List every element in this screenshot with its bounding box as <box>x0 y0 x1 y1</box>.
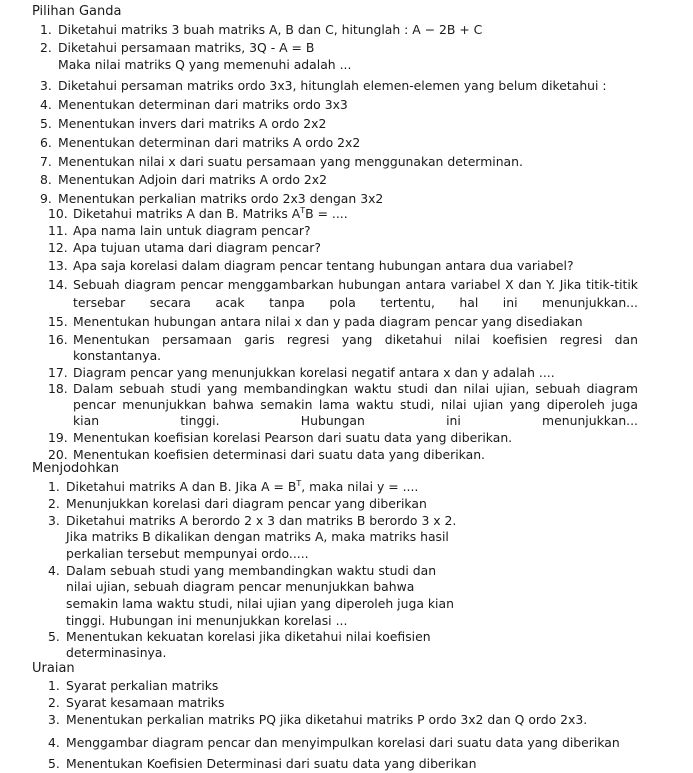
essay-1: 1. Syarat perkalian matriks <box>48 678 219 693</box>
question-2: 2. Diketahui persamaan matriks, 3Q - A = B <box>40 40 315 55</box>
question-13: 13. Apa saja korelasi dalam diagram pencar tentang hubungan antara dua variabel? <box>48 258 574 273</box>
question-14: 14. Sebuah diagram pencar menggambarkan hubungan antara variabel X dan Y. Jika titik-titik tersebar secara acak tanpa pola tertentu, hal ini menunjukkan... <box>48 277 638 310</box>
question-2-continuation: Maka nilai matriks Q yang memenuhi adalah ... <box>58 57 352 72</box>
matching-4-line-4: tinggi. Hubungan ini menunjukkan korelasi ... <box>66 613 348 628</box>
matching-5-line-2: determinasinya. <box>66 645 167 660</box>
question-5: 5. Menentukan invers dari matriks A ordo 2x2 <box>40 116 327 131</box>
question-12: 12. Apa tujuan utama dari diagram pencar? <box>48 240 321 255</box>
matching-2: 2. Menunjukkan korelasi dari diagram pencar yang diberikan <box>48 496 427 511</box>
question-8: 8. Menentukan Adjoin dari matriks A ordo 2x2 <box>40 172 327 187</box>
question-10: 10. Diketahui matriks A dan B. Matriks $A^TB$ = .... <box>48 206 348 221</box>
matching-4-line-2: nilai ujian, sebuah diagram pencar menunjukkan bahwa <box>66 579 415 594</box>
question-9: 9. Menentukan perkalian matriks ordo 2x3 dengan 3x2 <box>40 191 384 206</box>
question-19: 19. Menentukan koefisian korelasi Pearson dari suatu data yang diberikan. <box>48 430 513 445</box>
question-3: 3. Diketahui persaman matriks ordo 3x3, hitunglah elemen-elemen yang belum diketahui : <box>40 78 607 93</box>
question-20: 20. Menentukan koefisien determinasi dari suatu data yang diberikan. <box>48 447 485 462</box>
question-7: 7. Menentukan nilai x dari suatu persamaan yang menggunakan determinan. <box>40 154 523 169</box>
matching-3-line-3: perkalian tersebut mempunyai ordo..... <box>66 546 309 561</box>
essay-4: 4. Menggambar diagram pencar dan menyimpulkan korelasi dari suatu data yang diberikan <box>48 735 620 750</box>
question-6: 6. Menentukan determinan dari matriks A ordo 2x2 <box>40 135 361 150</box>
section-heading-pilihan-ganda: Pilihan Ganda <box>32 4 122 19</box>
question-18: 18. Dalam sebuah studi yang membandingkan waktu studi dan nilai ujian, sebuah diagram pencar menunjukkan bahwa semakin lama waktu studi, nilai ujian yang diperoleh juga kian tinggi. Hubungan ini menunjukkan... <box>48 381 638 428</box>
matching-3-line-2: Jika matriks B dikalikan dengan matriks A, maka matriks hasil <box>66 529 449 544</box>
essay-3: 3. Menentukan perkalian matriks PQ jika diketahui matriks P ordo 3x2 dan Q ordo 2x3. <box>48 712 588 727</box>
matching-1: 1. Diketahui matriks A dan B. Jika $A = B^T$, maka nilai y = .... <box>48 479 419 494</box>
matching-4: 4. Dalam sebuah studi yang membandingkan waktu studi dan <box>48 563 437 578</box>
matching-5: 5. Menentukan kekuatan korelasi jika diketahui nilai koefisien <box>48 629 431 644</box>
question-17: 17. Diagram pencar yang menunjukkan korelasi negatif antara x dan y adalah .... <box>48 365 555 380</box>
section-heading-menjodohkan: Menjodohkan <box>32 461 119 476</box>
question-16: 16. Menentukan persamaan garis regresi yang diketahui nilai koefisien regresi dan konstantanya. <box>48 332 638 363</box>
question-15: 15. Menentukan hubungan antara nilai x dan y pada diagram pencar yang disediakan <box>48 314 583 329</box>
matching-4-line-3: semakin lama waktu studi, nilai ujian yang diperoleh juga kian <box>66 596 454 611</box>
section-heading-uraian: Uraian <box>32 661 75 676</box>
question-11: 11. Apa nama lain untuk diagram pencar? <box>48 223 311 238</box>
essay-2: 2. Syarat kesamaan matriks <box>48 695 225 710</box>
essay-5: 5. Menentukan Koefisien Determinasi dari suatu data yang diberikan <box>48 756 477 771</box>
question-4: 4. Menentukan determinan dari matriks ordo 3x3 <box>40 97 348 112</box>
question-1: 1. Diketahui matriks 3 buah matriks A, B dan C, hitunglah : A − 2B + C <box>40 22 483 37</box>
matching-3: 3. Diketahui matriks A berordo 2 x 3 dan matriks B berordo 3 x 2. <box>48 513 457 528</box>
